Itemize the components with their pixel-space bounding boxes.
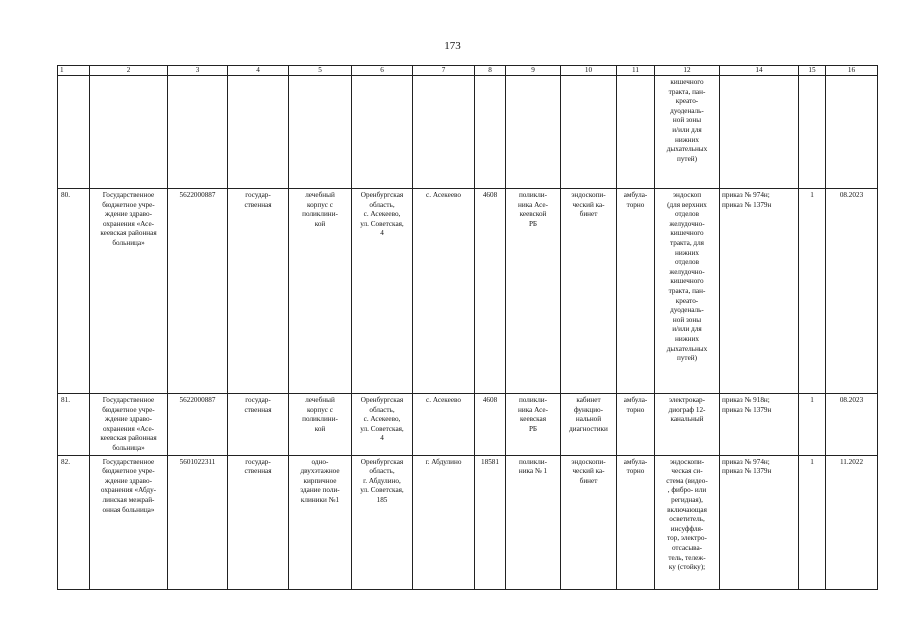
cell-text: г. Абдулино — [425, 457, 462, 466]
table-cell — [475, 455, 506, 589]
cell-text: отделов — [675, 258, 699, 267]
cell-text: кеевской — [519, 210, 547, 219]
cell-text: с. Асекеево — [426, 191, 461, 199]
cell-text: желудочно- — [669, 219, 705, 228]
cell-text: РБ — [528, 424, 538, 433]
table-cell — [413, 189, 475, 394]
column-number-15: 15 — [799, 66, 826, 76]
cell-text: одно- — [311, 457, 329, 466]
table-cell — [561, 394, 617, 456]
cell-text: 81. — [61, 396, 70, 404]
table-cell — [289, 76, 352, 189]
cell-text: поликлини- — [302, 415, 338, 424]
cell-text: ственная — [244, 467, 272, 476]
cell-text: , фибро- или — [667, 486, 707, 495]
cell-text: 82. — [61, 457, 70, 466]
cell-text: с. Асекеево — [426, 396, 461, 404]
column-number-8: 8 — [475, 66, 506, 76]
cell-text: г. Абдулино, — [363, 476, 401, 485]
cell-text: больница» — [112, 443, 145, 452]
table-cell — [617, 76, 655, 189]
table-cell — [413, 76, 475, 189]
cell-text: ку (стойку); — [668, 563, 706, 572]
cell-text: охранения «Абду- — [100, 486, 157, 495]
table-cell — [58, 394, 90, 456]
table-cell — [799, 189, 826, 394]
cell-text: приказ № 1379н — [722, 467, 772, 476]
cell-text: ул. Советская, — [360, 424, 404, 433]
table-cell — [506, 189, 561, 394]
table-cell — [228, 189, 289, 394]
cell-text: РБ — [528, 219, 538, 228]
cell-text: 4 — [380, 434, 384, 443]
cell-text: кишечного — [670, 78, 704, 86]
cell-text: бюджетное учре- — [102, 200, 155, 209]
cell-text: кой — [314, 424, 326, 433]
column-number-12: 12 — [655, 66, 720, 76]
cell-text: кой — [314, 219, 326, 228]
table-cell — [168, 76, 228, 189]
table-cell — [289, 394, 352, 456]
table-cell — [617, 189, 655, 394]
cell-text: 08.2023 — [839, 191, 864, 199]
cell-text: двухэтажное — [300, 467, 340, 476]
cell-text: ника № 1 — [518, 467, 548, 476]
table-cell — [413, 455, 475, 589]
table-cell — [506, 76, 561, 189]
table-cell — [168, 455, 228, 589]
table-cell — [58, 76, 90, 189]
cell-text: Государственное — [102, 396, 155, 404]
cell-text: эндоскоп — [672, 191, 702, 199]
table-cell — [655, 394, 720, 456]
table-cell — [561, 76, 617, 189]
register-table — [57, 65, 878, 590]
cell-text: 1 — [810, 191, 814, 199]
cell-text: отделов — [675, 210, 699, 219]
table-cell — [90, 394, 168, 456]
table-cell — [506, 394, 561, 456]
cell-text: кишечного — [670, 229, 704, 238]
cell-text: 1 — [810, 396, 814, 404]
table-cell — [352, 394, 413, 456]
cell-text: ждение здраво- — [105, 415, 152, 424]
cell-text: эндоскопи- — [669, 457, 705, 466]
table-cell — [506, 455, 561, 589]
cell-text: приказ № 974н; — [722, 457, 770, 466]
cell-text: ника Асе- — [518, 200, 548, 209]
cell-text: корпус с — [307, 200, 333, 209]
table-cell — [58, 189, 90, 394]
column-number-3: 3 — [168, 66, 228, 76]
cell-text: 5622000887 — [179, 191, 216, 199]
cell-text: 08.2023 — [839, 396, 864, 404]
cell-text: 185 — [376, 495, 388, 504]
table-cell — [90, 455, 168, 589]
cell-text: регидная), — [671, 495, 703, 504]
column-number-14: 14 — [720, 66, 799, 76]
table-cell — [475, 394, 506, 456]
cell-text: инсуффля- — [670, 524, 704, 533]
cell-text: ул. Советская, — [360, 219, 404, 228]
table-cell — [90, 189, 168, 394]
cell-text: 5622000887 — [179, 396, 216, 404]
cell-text: эндоскопи- — [571, 191, 606, 199]
table-cell — [799, 455, 826, 589]
cell-text: ственная — [244, 405, 272, 414]
cell-text: кабинет — [576, 396, 601, 404]
cell-text: с. Асекеево, — [363, 210, 401, 219]
cell-text: дуоденаль- — [670, 306, 704, 315]
column-number-1: 1 — [58, 66, 90, 76]
cell-text: больница» — [112, 238, 145, 247]
cell-text: государ- — [245, 457, 271, 466]
cell-text: приказ № 918н; — [722, 396, 770, 404]
cell-text: приказ № 1379н — [722, 405, 772, 414]
cell-text: дыхательных — [666, 145, 708, 154]
column-number-6: 6 — [352, 66, 413, 76]
table-row — [58, 455, 878, 589]
cell-text: область, — [369, 200, 395, 209]
cell-text: ческий ка- — [572, 467, 605, 476]
cell-text: кеевская районная — [100, 434, 157, 443]
cell-text: 1 — [810, 457, 814, 466]
table-cell — [561, 189, 617, 394]
cell-text: ул. Советская, — [360, 486, 404, 495]
cell-text: ждение здраво- — [105, 210, 152, 219]
table-cell — [655, 455, 720, 589]
cell-text: кишечного — [670, 277, 704, 286]
cell-text: (для верхних — [667, 200, 707, 209]
cell-text: 80. — [61, 191, 70, 199]
cell-text: приказ № 1379н — [722, 200, 772, 209]
cell-text: Оренбургская — [360, 457, 404, 466]
column-number-5: 5 — [289, 66, 352, 76]
cell-text: канальный — [670, 415, 704, 424]
column-number-16: 16 — [826, 66, 878, 76]
cell-text: охранения «Асе- — [102, 424, 155, 433]
cell-text: дыхательных — [666, 344, 708, 353]
table-row — [58, 189, 878, 394]
cell-text: кирпичное — [303, 476, 337, 485]
column-number-4: 4 — [228, 66, 289, 76]
table-cell — [58, 455, 90, 589]
column-number-11: 11 — [617, 66, 655, 76]
table-cell — [720, 394, 799, 456]
cell-text: область, — [369, 405, 395, 414]
table-cell — [826, 394, 878, 456]
table-cell — [617, 455, 655, 589]
cell-text: поликли- — [518, 191, 548, 199]
table-cell — [90, 76, 168, 189]
cell-text: тор, электро- — [667, 534, 707, 543]
table-cell — [228, 394, 289, 456]
cell-text: корпус с — [307, 405, 333, 414]
cell-text: путей) — [676, 154, 697, 163]
cell-text: бинет — [579, 210, 598, 219]
column-number-10: 10 — [561, 66, 617, 76]
cell-text: государ- — [245, 396, 271, 404]
table-body — [58, 66, 878, 590]
cell-text: 11.2022 — [839, 457, 864, 466]
cell-text: диограф 12- — [668, 405, 706, 414]
cell-text: ной зоны — [672, 315, 702, 324]
table-cell — [655, 76, 720, 189]
cell-text: 18581 — [481, 457, 499, 466]
cell-text: осветитель, — [669, 515, 705, 524]
cell-text: поликли- — [518, 396, 548, 404]
table-cell — [352, 189, 413, 394]
cell-text: охранения «Асе- — [102, 219, 155, 228]
cell-text: область, — [369, 467, 395, 476]
column-number-2: 2 — [90, 66, 168, 76]
table-cell — [352, 455, 413, 589]
cell-text: эндоскопи- — [571, 457, 606, 466]
cell-text: 5601022311 — [179, 457, 216, 466]
table-cell — [655, 189, 720, 394]
cell-text: бинет — [579, 476, 598, 485]
cell-text: тракта, для — [670, 238, 704, 247]
table-cell — [413, 394, 475, 456]
cell-text: нижних — [675, 334, 699, 343]
table-cell — [289, 455, 352, 589]
cell-text: и/или для — [672, 125, 702, 134]
table-cell — [617, 394, 655, 456]
table-cell — [228, 76, 289, 189]
cell-text: нижних — [675, 135, 699, 144]
page-number: 173 — [444, 40, 461, 52]
cell-text: поликлини- — [302, 210, 338, 219]
cell-text: нижних — [675, 248, 699, 257]
cell-text: креато- — [675, 296, 699, 305]
cell-text: нальной — [575, 415, 602, 424]
cell-text: Оренбургская — [360, 191, 404, 199]
table-cell — [228, 455, 289, 589]
cell-text: ческая си- — [671, 467, 703, 476]
cell-text: креато- — [675, 97, 699, 106]
cell-text: кеевская — [519, 415, 547, 424]
cell-text: стема (видео- — [666, 476, 708, 485]
cell-text: ждение здраво- — [105, 476, 152, 485]
table-cell — [475, 76, 506, 189]
cell-text: функцио- — [573, 405, 604, 414]
cell-text: ника Асе- — [518, 405, 548, 414]
cell-text: путей) — [676, 354, 697, 363]
table-cell — [475, 189, 506, 394]
table-cell — [168, 394, 228, 456]
cell-text: Оренбургская — [360, 396, 404, 404]
cell-text: с. Асекеево, — [363, 415, 401, 424]
cell-text: тракта, пан- — [668, 286, 706, 295]
cell-text: амбула- — [623, 191, 648, 199]
column-number-7: 7 — [413, 66, 475, 76]
cell-text: Государственное — [102, 457, 155, 466]
cell-text: 4608 — [482, 191, 498, 199]
cell-text: тракта, пан- — [668, 87, 706, 96]
cell-text: отсасыва- — [671, 543, 703, 552]
cell-text: включающая — [667, 505, 707, 514]
table-row — [58, 394, 878, 456]
column-number-9: 9 — [506, 66, 561, 76]
table-cell — [720, 455, 799, 589]
table-cell — [168, 189, 228, 394]
column-number-row — [58, 66, 878, 76]
cell-text: амбула- — [623, 396, 648, 404]
cell-text: онная больница» — [102, 505, 155, 514]
cell-text: тель, тележ- — [668, 553, 706, 562]
cell-text: лечебный — [305, 396, 335, 404]
table-cell — [826, 455, 878, 589]
cell-text: ной зоны — [672, 116, 702, 125]
cell-text: ственная — [244, 200, 272, 209]
cell-text: приказ № 974н; — [722, 191, 770, 199]
table-cell — [799, 76, 826, 189]
cell-text: и/или для — [672, 325, 702, 334]
cell-text: 4 — [380, 229, 384, 238]
table-cell — [720, 189, 799, 394]
cell-text: ческий ка- — [572, 200, 605, 209]
table-cell — [352, 76, 413, 189]
table-row — [58, 76, 878, 189]
table-cell — [561, 455, 617, 589]
table-cell — [720, 76, 799, 189]
cell-text: торно — [626, 200, 645, 209]
cell-text: электрокар- — [668, 396, 706, 404]
cell-text: диагностики — [569, 424, 608, 433]
cell-text: амбула- — [623, 457, 648, 466]
cell-text: поликли- — [518, 457, 548, 466]
cell-text: кеевская районная — [100, 229, 157, 238]
cell-text: клиники №1 — [300, 495, 340, 504]
table-cell — [799, 394, 826, 456]
table-cell — [826, 189, 878, 394]
table-cell — [826, 76, 878, 189]
cell-text: линская межрай- — [102, 495, 155, 504]
cell-text: здание поли- — [300, 486, 340, 495]
cell-text: бюджетное учре- — [102, 405, 155, 414]
cell-text: лечебный — [305, 191, 335, 199]
cell-text: желудочно- — [669, 267, 705, 276]
cell-text: государ- — [245, 191, 271, 199]
table-cell — [289, 189, 352, 394]
cell-text: торно — [626, 405, 645, 414]
cell-text: торно — [626, 467, 645, 476]
cell-text: дуоденаль- — [670, 106, 704, 115]
cell-text: 4608 — [482, 396, 498, 404]
cell-text: бюджетное учре- — [102, 467, 155, 476]
cell-text: Государственное — [102, 191, 155, 199]
